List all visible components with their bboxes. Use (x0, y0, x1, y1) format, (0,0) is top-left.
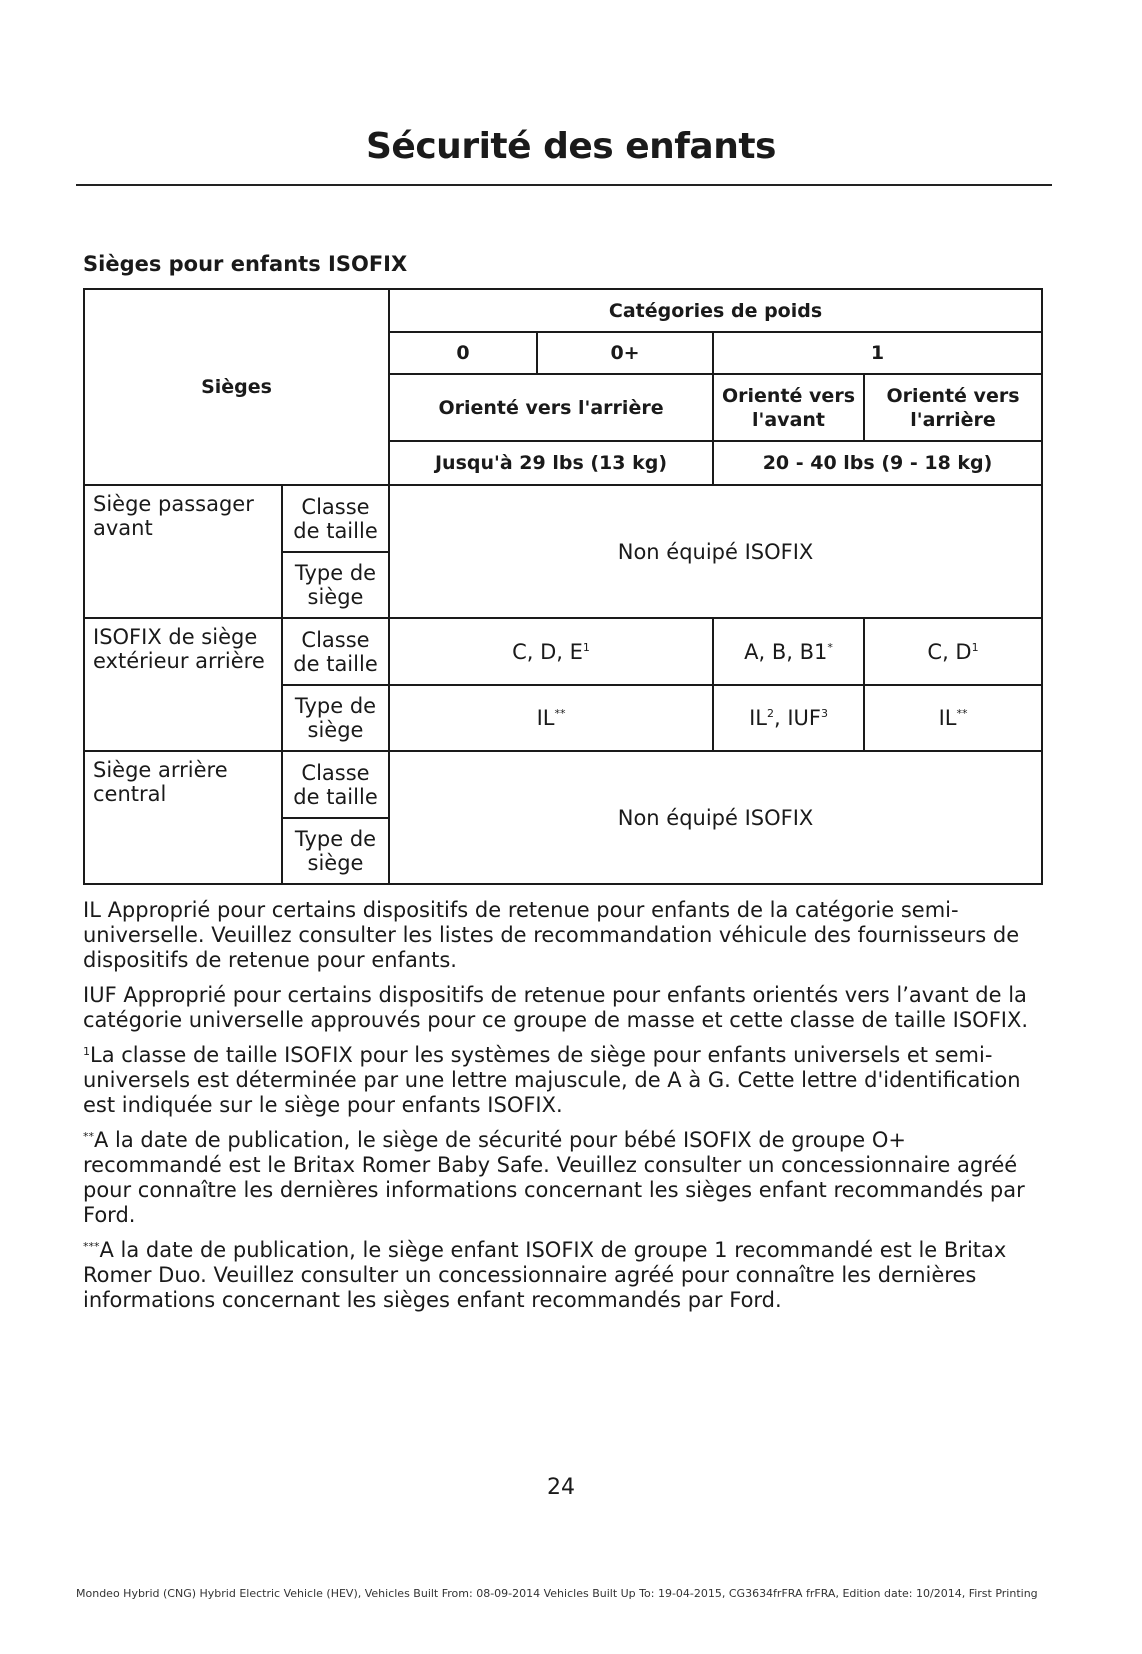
seat-type-label: Type de siège (282, 552, 389, 618)
seat-front-passenger: Siège passager avant (84, 485, 282, 618)
front-not-equipped: Non équipé ISOFIX (389, 485, 1042, 618)
note-3: ***A la date de publication, le siège enfant ISOFIX de groupe 1 recommandé est le Britax Romer Duo. Veuillez consulter un concessionnaire agréé pour connaître les dernières informations concernant les sièges enfant recommandés par Ford. (83, 1238, 1007, 1312)
seats-header: Sièges (84, 289, 389, 485)
page-title: Sécurité des enfants (366, 126, 776, 167)
center-not-equipped: Non équipé ISOFIX (389, 751, 1042, 884)
size-class-label: Classe de taille (282, 751, 389, 818)
seat-center-rear: Siège arrière central (84, 751, 282, 884)
note-il: IL Approprié pour certains dispositifs de retenue pour enfants de la catégorie semi-universelle. Veuillez consulter les listes de recommandation véhicule des fournisseurs de dispositifs de retenue pour enfants. (83, 898, 1020, 972)
rear-facing-g1-header: Orienté vers l'arrière (864, 374, 1042, 441)
outer-size-rear-facing: C, D, $E^1$ (389, 618, 713, 685)
section-heading: Sièges pour enfants ISOFIX (83, 252, 408, 276)
seat-type-label: Type de siège (282, 818, 389, 884)
footnotes (83, 898, 1043, 1323)
note-1: $^1$La classe de taille ISOFIX pour les systèmes de siège pour enfants universels et semi-universels est déterminée par une lettre majuscule, de A à G. Cette lettre d'identification est indiquée sur le siège pour enfants ISOFIX. (83, 1043, 1021, 1117)
seat-outer-rear: ISOFIX de siège extérieur arrière (84, 618, 282, 751)
weight-range-1: 20 - 40 lbs (9 - 18 kg) (713, 441, 1042, 485)
size-class-label: Classe de taille (282, 485, 389, 552)
isofix-table (83, 288, 1043, 885)
group-0plus-header: 0+ (537, 332, 713, 374)
page-number: 24 (547, 1475, 575, 1500)
note-iuf: IUF Approprié pour certains dispositifs de retenue pour enfants orientés vers l’avant de la catégorie universelle approuvés pour ce groupe de masse et cette classe de taille ISOFIX. (83, 983, 1029, 1032)
forward-facing-g1-header: Orienté vers l'avant (713, 374, 864, 441)
group-1-header: 1 (713, 332, 1042, 374)
rear-facing-header: Orienté vers l'arrière (389, 374, 713, 441)
weight-categories-header: Catégories de poids (389, 289, 1042, 332)
size-class-label: Classe de taille (282, 618, 389, 685)
weight-range-0: Jusqu'à 29 lbs (13 kg) (389, 441, 713, 485)
outer-size-rear-g1: C, $D^1$ (864, 618, 1042, 685)
note-2: **A la date de publication, le siège de sécurité pour bébé ISOFIX de groupe O+ recommandé est le Britax Romer Baby Safe. Veuillez consulter un concessionnaire agréé pour connaître les dernières informations concernant les sièges enfant recommandés par Ford. (83, 1128, 1025, 1227)
title-divider (76, 184, 1052, 186)
outer-type-rear-facing: IL** (389, 685, 713, 751)
outer-type-rear-g1: IL** (864, 685, 1042, 751)
group-0-header: 0 (389, 332, 537, 374)
outer-size-forward-g1: A, B, B1* (713, 618, 864, 685)
outer-type-forward-g1: $IL^2$, IUF$^3$ (713, 685, 864, 751)
footer: Mondeo Hybrid (CNG) Hybrid Electric Vehicle (HEV), Vehicles Built From: 08-09-2014 Vehicles Built Up To: 19-04-2015, CG3634frFRA frFRA, Edition date: 10/2014, First Printing (76, 1587, 1038, 1600)
seat-type-label: Type de siège (282, 685, 389, 751)
